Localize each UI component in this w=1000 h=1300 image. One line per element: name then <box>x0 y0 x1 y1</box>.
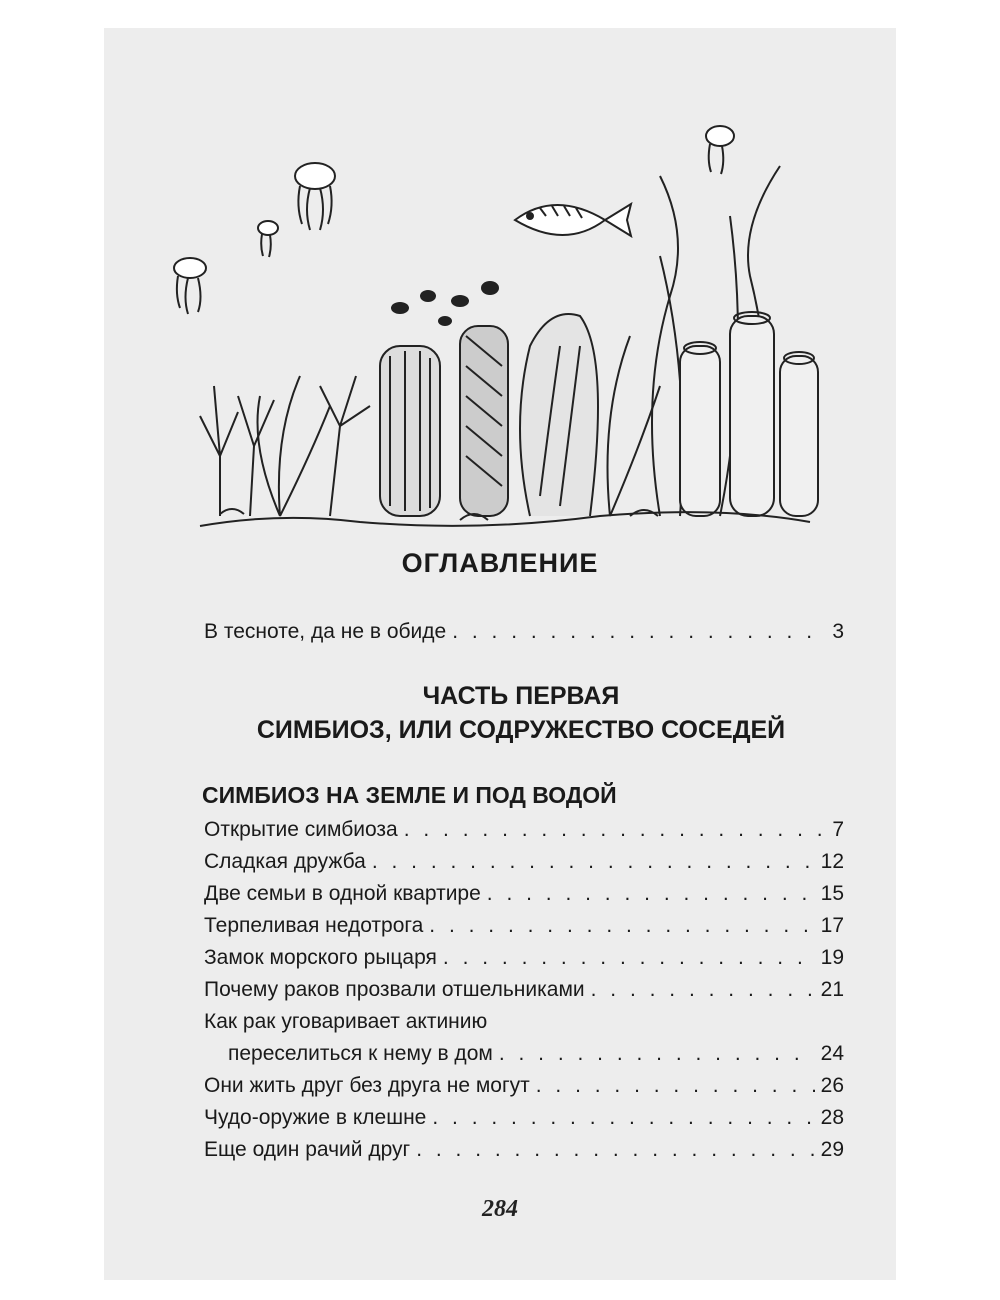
toc-leader-dots <box>372 850 815 874</box>
toc-leader-dots <box>404 818 827 842</box>
toc-entry-page: 12 <box>820 850 844 873</box>
toc-entry[interactable] <box>204 978 844 1008</box>
toc-leader-dots <box>416 1138 814 1162</box>
toc-entry-page: 21 <box>820 978 844 1001</box>
toc-entry-page: 17 <box>820 914 844 937</box>
toc-entry-page: 7 <box>832 818 844 841</box>
toc-leader-dots <box>443 946 815 970</box>
toc-leader-dots <box>499 1042 815 1066</box>
toc-entry[interactable] <box>204 1138 844 1168</box>
toc-entry-title: Замок морского рыцаря <box>204 946 437 969</box>
jellyfish-icon <box>706 126 734 174</box>
toc-leader-dots <box>591 978 815 1002</box>
toc-entry-title: Открытие симбиоза <box>204 818 398 841</box>
part-title: СИМБИОЗ, ИЛИ СОДРУЖЕСТВО СОСЕДЕЙ <box>256 716 786 744</box>
toc-entry-page: 3 <box>832 620 844 643</box>
toc-entry[interactable] <box>204 946 844 976</box>
section-title: СИМБИОЗ НА ЗЕМЛЕ И ПОД ВОДОЙ <box>202 782 617 808</box>
toc-leader-dots <box>536 1074 815 1098</box>
toc-entry[interactable] <box>204 914 844 944</box>
toc-leader-dots <box>432 1106 814 1130</box>
toc-entry-page: 19 <box>820 946 844 969</box>
toc-entry[interactable] <box>204 882 844 912</box>
toc-entry-title-line[interactable]: Как рак уговаривает актинию <box>204 1010 488 1033</box>
toc-entry-title: переселиться к нему в дом <box>228 1042 493 1065</box>
toc-entry-page: 24 <box>820 1042 844 1065</box>
toc-entry-page: 28 <box>820 1106 844 1129</box>
toc-leader-dots <box>487 882 815 906</box>
page-number: 284 <box>482 1196 518 1222</box>
coral-reef-illustration <box>160 96 850 536</box>
toc-entry-title: В тесноте, да не в обиде <box>204 620 447 643</box>
part-label: ЧАСТЬ ПЕРВАЯ <box>422 682 620 710</box>
toc-entry[interactable] <box>204 1106 844 1136</box>
toc-entry[interactable] <box>204 1074 844 1104</box>
toc-entry-page: 26 <box>820 1074 844 1097</box>
toc-entry[interactable] <box>204 620 844 650</box>
fish-icon <box>515 204 631 236</box>
toc-entry-title: Они жить друг без друга не могут <box>204 1074 530 1097</box>
toc-entry-title: Сладкая дружба <box>204 850 366 873</box>
jellyfish-icon <box>295 163 335 230</box>
toc-title: ОГЛАВЛЕНИЕ <box>401 548 599 578</box>
toc-entry-title: Терпеливая недотрога <box>204 914 424 937</box>
toc-leader-dots <box>452 620 826 644</box>
toc-entry[interactable] <box>204 850 844 880</box>
toc-entry-page: 15 <box>820 882 844 905</box>
fish-school-icon <box>391 281 499 326</box>
toc-entry[interactable] <box>204 818 844 848</box>
toc-entry-title: Еще один рачий друг <box>204 1138 411 1161</box>
jellyfish-icon <box>258 221 278 257</box>
toc-entry-title: Чудо-оружие в клешне <box>204 1106 427 1129</box>
toc-leader-dots <box>429 914 814 938</box>
toc-entry[interactable] <box>228 1042 844 1072</box>
toc-entry-title: Почему раков прозвали отшельниками <box>204 978 585 1001</box>
jellyfish-icon <box>174 258 206 314</box>
toc-entry-page: 29 <box>820 1138 844 1161</box>
toc-entry-title: Две семьи в одной квартире <box>204 882 481 905</box>
